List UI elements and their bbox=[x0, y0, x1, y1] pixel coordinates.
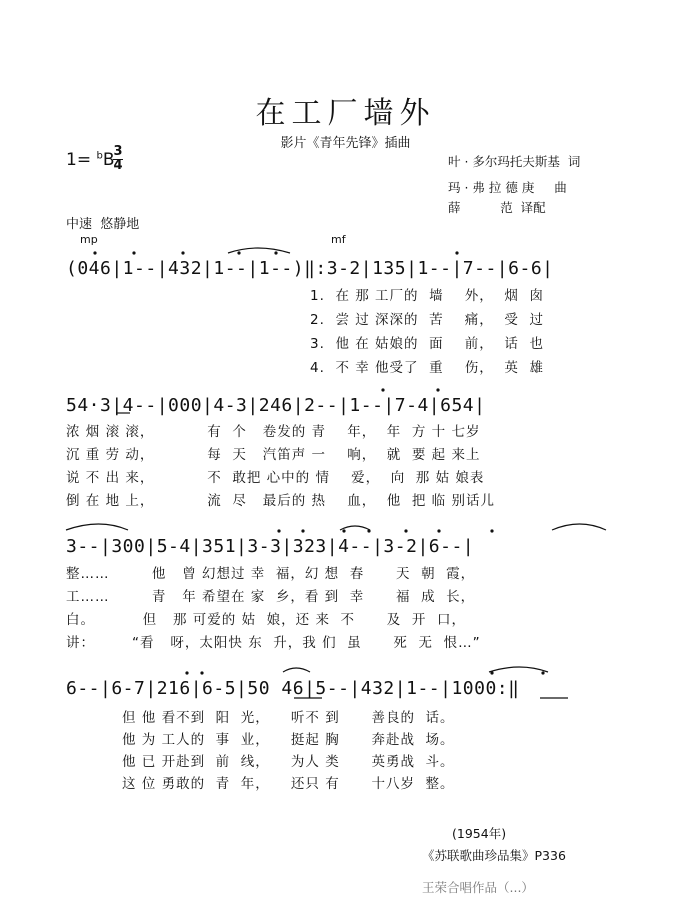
tie-slur bbox=[552, 524, 606, 530]
lyric-line-r2-v3: 说 不 出 来， 不 敢把 心中的 情 爱， 向 那 姑 娘表 bbox=[66, 470, 485, 486]
octave-dot bbox=[200, 671, 203, 674]
lyric-line-r2-v1: 浓 烟 滚 滚， 有 个 卷发的 青 年， 年 方 十 七岁 bbox=[66, 424, 481, 440]
source-note: 《苏联歌曲珍品集》P336 bbox=[422, 848, 566, 863]
notation-row-3: 3--|300|5-4|351|3-3|323|4--|3-2|6--| bbox=[66, 536, 475, 557]
lyric-line-r1-v3: 3. 他 在 姑娘的 面 前， 话 也 bbox=[310, 336, 544, 352]
octave-dot bbox=[490, 671, 493, 674]
notation-row-4: 6--|6-7|216|6-5|50 46|5--|432|1--|1000:‖ bbox=[66, 678, 520, 699]
octave-dot bbox=[301, 529, 304, 532]
octave-dot bbox=[342, 529, 345, 532]
octave-dot bbox=[185, 671, 188, 674]
tie-slur bbox=[228, 248, 290, 253]
lyric-line-r2-v4: 倒 在 地 上， 流 尽 最后的 热 血， 他 把 临 别话儿 bbox=[66, 493, 495, 509]
octave-dot bbox=[490, 529, 493, 532]
octave-dot bbox=[455, 251, 458, 254]
song-subtitle: 影片《青年先锋》插曲 bbox=[280, 136, 411, 151]
lyric-line-r4-v1: 但 他 看不到 阳 光， 听不 到 善良的 话。 bbox=[122, 710, 455, 726]
year-note: (1954年) bbox=[452, 826, 507, 841]
dynamic-mp: mp bbox=[80, 233, 98, 246]
lyric-line-r4-v3: 他 已 开赴到 前 线， 为人 类 英勇战 斗。 bbox=[122, 754, 455, 770]
tempo-marking: 中速 悠静地 bbox=[66, 217, 140, 232]
octave-dot bbox=[237, 251, 240, 254]
time-bottom: 4 bbox=[113, 158, 123, 173]
octave-dot bbox=[381, 388, 384, 391]
octave-dot bbox=[404, 529, 407, 532]
lyric-line-r3-v1: 整…… 他 曾 幻想过 幸 福，幻 想 春 天 朝 霞， bbox=[66, 566, 476, 582]
tie-slur bbox=[66, 524, 128, 530]
flat-sign: b bbox=[96, 150, 103, 162]
key-note: B bbox=[102, 150, 115, 170]
tie-slur bbox=[489, 667, 548, 672]
lyric-line-r1-v4: 4. 不 幸 他受了 重 伤， 英 雄 bbox=[310, 360, 544, 376]
octave-dot bbox=[93, 251, 96, 254]
octave-dot bbox=[277, 529, 280, 532]
tie-slur bbox=[340, 526, 370, 530]
translator-credit: 薛 范 译配 bbox=[448, 200, 546, 215]
notation-row-1: (046|1--|432|1--|1--)‖:3-2|135|1--|7--|6-6| bbox=[66, 258, 554, 279]
octave-dot bbox=[367, 529, 370, 532]
octave-dot bbox=[181, 251, 184, 254]
lyric-line-r1-v2: 2. 尝 过 深深的 苦 痛， 受 过 bbox=[310, 312, 544, 328]
octave-dot bbox=[437, 529, 440, 532]
lyric-line-r4-v4: 这 位 勇敢的 青 年， 还只 有 十八岁 整。 bbox=[122, 776, 455, 792]
time-top: 3 bbox=[113, 144, 123, 159]
octave-dot bbox=[436, 388, 439, 391]
lyricist-credit: 叶 · 多尔玛托夫斯基 词 bbox=[448, 154, 581, 169]
tie-slur bbox=[283, 668, 310, 672]
lyric-line-r3-v4: 讲： “看 呀，太阳快 东 升，我 们 虽 死 无 恨…” bbox=[66, 635, 481, 651]
lyric-line-r3-v2: 工…… 青 年 希望在 家 乡，看 到 幸 福 成 长， bbox=[66, 589, 476, 605]
octave-dot bbox=[541, 671, 544, 674]
cutoff-note: 王荣合唱作品（...） bbox=[422, 880, 534, 895]
notation-row-2: 54·3|4--|000|4-3|246|2--|1--|7-4|654| bbox=[66, 395, 486, 416]
dynamic-mf: mf bbox=[331, 233, 346, 246]
lyric-line-r1-v1: 1. 在 那 工厂的 墙 外， 烟 囱 bbox=[310, 288, 544, 304]
lyric-line-r3-v3: 白。 但 那 可爱的 姑 娘，还 来 不 及 开 口， bbox=[66, 612, 466, 628]
octave-dot bbox=[132, 251, 135, 254]
lyric-line-r4-v2: 他 为 工人的 事 业， 挺起 胸 奔赴战 场。 bbox=[122, 732, 455, 748]
song-title: 在工厂墙外 bbox=[255, 96, 436, 131]
lyric-line-r2-v2: 沉 重 劳 动， 每 天 汽笛声 一 响， 就 要 起 来上 bbox=[66, 447, 481, 463]
octave-dot bbox=[274, 251, 277, 254]
key-prefix: 1= bbox=[66, 150, 97, 170]
composer-credit: 玛 · 弗 拉 德 庚 曲 bbox=[448, 180, 567, 195]
